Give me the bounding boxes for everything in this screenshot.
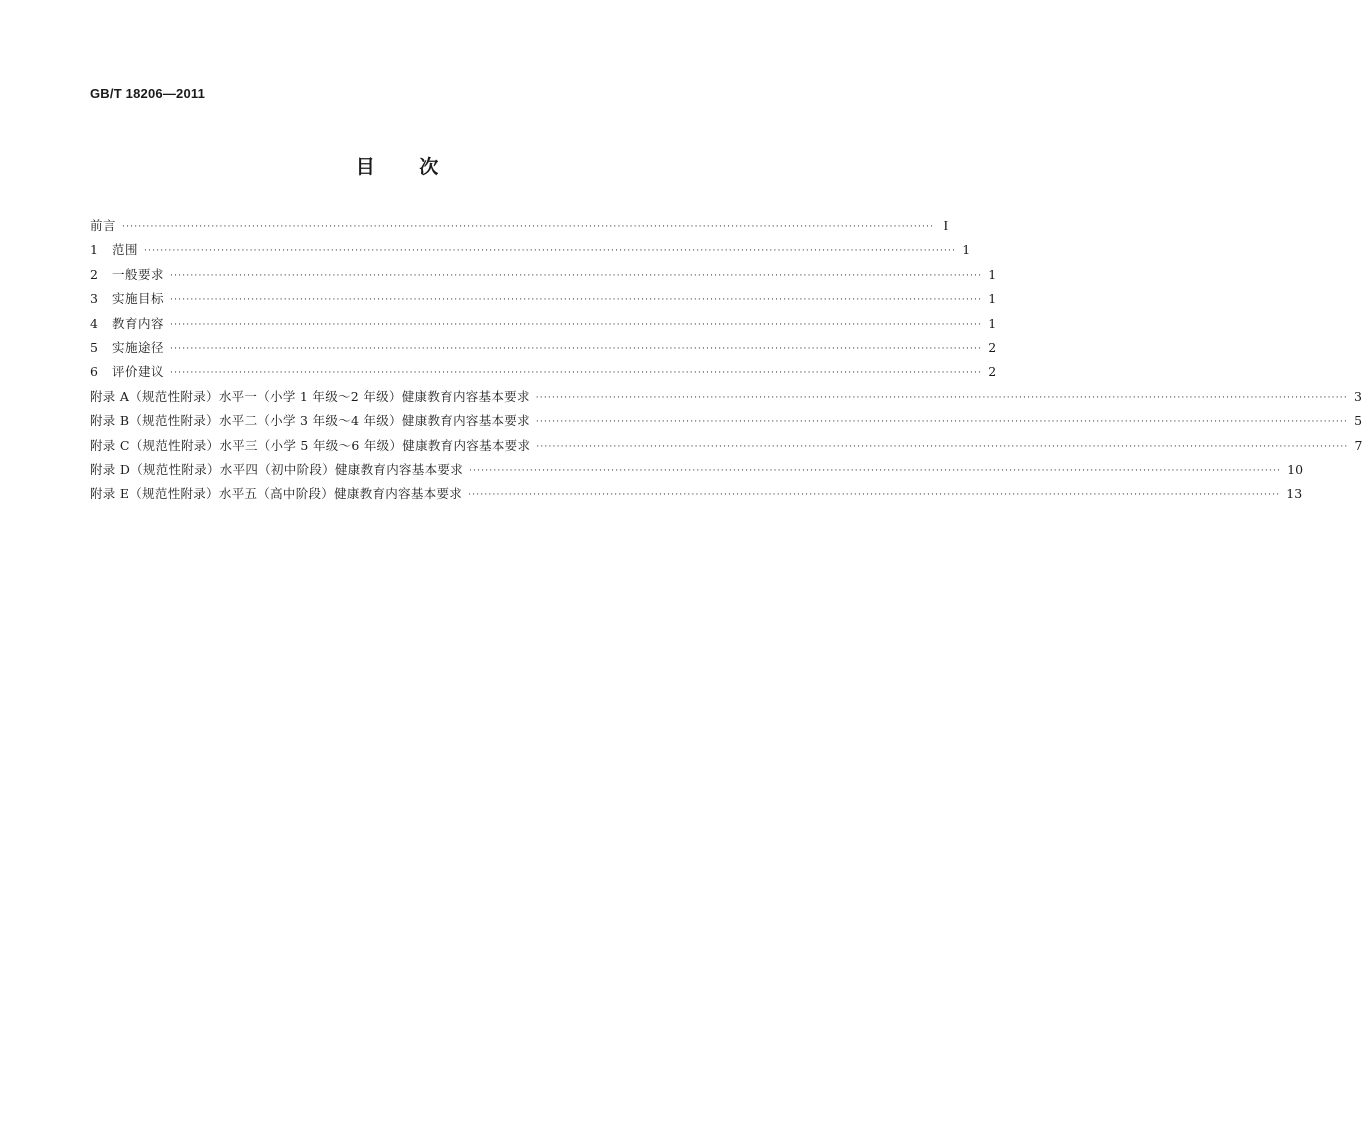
toc-entry-1[interactable]	[90, 238, 971, 262]
toc-leader-dots: ········································································································································································································	[535, 392, 1348, 403]
toc-entry-label: 水平一（小学 1 年级～2 年级）健康教育内容基本要求	[218, 388, 530, 404]
toc-leader-dots: ········································································································································································································	[170, 368, 983, 379]
toc-entry-number: 1	[90, 242, 98, 258]
toc-entry-page: 1	[988, 266, 997, 282]
toc-annex-prefix: 附录 B（规范性附录）	[90, 413, 219, 429]
toc-leader-dots: ········································································································································································································	[468, 490, 1281, 501]
toc-entry-5[interactable]	[90, 336, 997, 360]
toc-entry-2[interactable]	[90, 263, 997, 287]
toc-leader-dots: ········································································································································································································	[144, 246, 957, 257]
toc-entry-page: 2	[988, 339, 997, 355]
toc-entry-foreword[interactable]	[90, 214, 949, 238]
toc-leader-dots: ········································································································································································································	[170, 295, 983, 306]
toc-leader-dots: ········································································································································································································	[170, 270, 983, 281]
toc-entry-page: 10	[1287, 461, 1304, 477]
toc-annex-prefix: 附录 E（规范性附录）	[90, 486, 219, 502]
toc-entry-label: 实施目标	[112, 291, 165, 307]
toc-entry-page: 5	[1354, 413, 1362, 429]
toc-entry-number: 3	[90, 291, 98, 307]
toc-entry-annex-e[interactable]	[90, 482, 1303, 506]
toc-entry-label: 水平三（小学 5 年级～6 年级）健康教育内容基本要求	[219, 437, 531, 453]
toc-entry-label: 评价建议	[112, 364, 165, 380]
toc-entry-label: 前言	[90, 218, 117, 233]
toc-entry-4[interactable]	[90, 312, 997, 336]
toc-entry-number: 2	[90, 266, 98, 282]
toc-leader-dots: ········································································································································································································	[535, 417, 1349, 428]
toc-list	[90, 214, 1362, 507]
toc-entry-label: 教育内容	[112, 315, 165, 331]
toc-leader-dots: ········································································································································································································	[122, 222, 935, 232]
toc-entry-page: 7	[1354, 437, 1362, 453]
toc-leader-dots: ········································································································································································································	[170, 319, 983, 330]
toc-entry-page: 3	[1353, 388, 1362, 404]
standard-code: GB/T 18206—2011	[90, 86, 206, 101]
toc-entry-label: 水平四（初中阶段）健康教育内容基本要求	[219, 461, 463, 477]
toc-entry-page: 2	[988, 364, 997, 380]
toc-entry-annex-d[interactable]	[90, 458, 1304, 482]
toc-entry-label: 一般要求	[112, 266, 165, 282]
toc-entry-annex-b[interactable]	[90, 409, 1362, 433]
toc-entry-label: 实施途径	[112, 339, 165, 355]
toc-entry-label: 水平五（高中阶段）健康教育内容基本要求	[218, 486, 463, 502]
toc-entry-6[interactable]	[90, 360, 997, 384]
toc-leader-dots: ········································································································································································································	[170, 343, 983, 354]
toc-entry-number: 5	[90, 339, 98, 355]
toc-entry-annex-a[interactable]	[90, 385, 1362, 409]
toc-entry-label: 范围	[112, 242, 139, 258]
toc-entry-label: 水平二（小学 3 年级～4 年级）健康教育内容基本要求	[218, 413, 530, 429]
toc-entry-annex-c[interactable]	[90, 434, 1362, 458]
toc-title: 目 次	[355, 156, 439, 178]
toc-entry-page: 13	[1286, 486, 1303, 502]
toc-entry-page: 1	[988, 291, 997, 307]
toc-annex-prefix: 附录 D（规范性附录）	[90, 461, 220, 477]
toc-entry-number: 4	[90, 315, 98, 331]
toc-annex-prefix: 附录 A（规范性附录）	[90, 388, 219, 404]
toc-leader-dots: ········································································································································································································	[536, 441, 1349, 452]
toc-entry-3[interactable]	[90, 287, 997, 311]
toc-leader-dots: ········································································································································································································	[469, 465, 1282, 476]
toc-entry-page: 1	[962, 242, 971, 258]
toc-annex-prefix: 附录 C（规范性附录）	[90, 437, 220, 453]
toc-entry-number: 6	[90, 364, 98, 380]
toc-entry-page: I	[943, 219, 949, 234]
toc-entry-page: 1	[988, 315, 997, 331]
